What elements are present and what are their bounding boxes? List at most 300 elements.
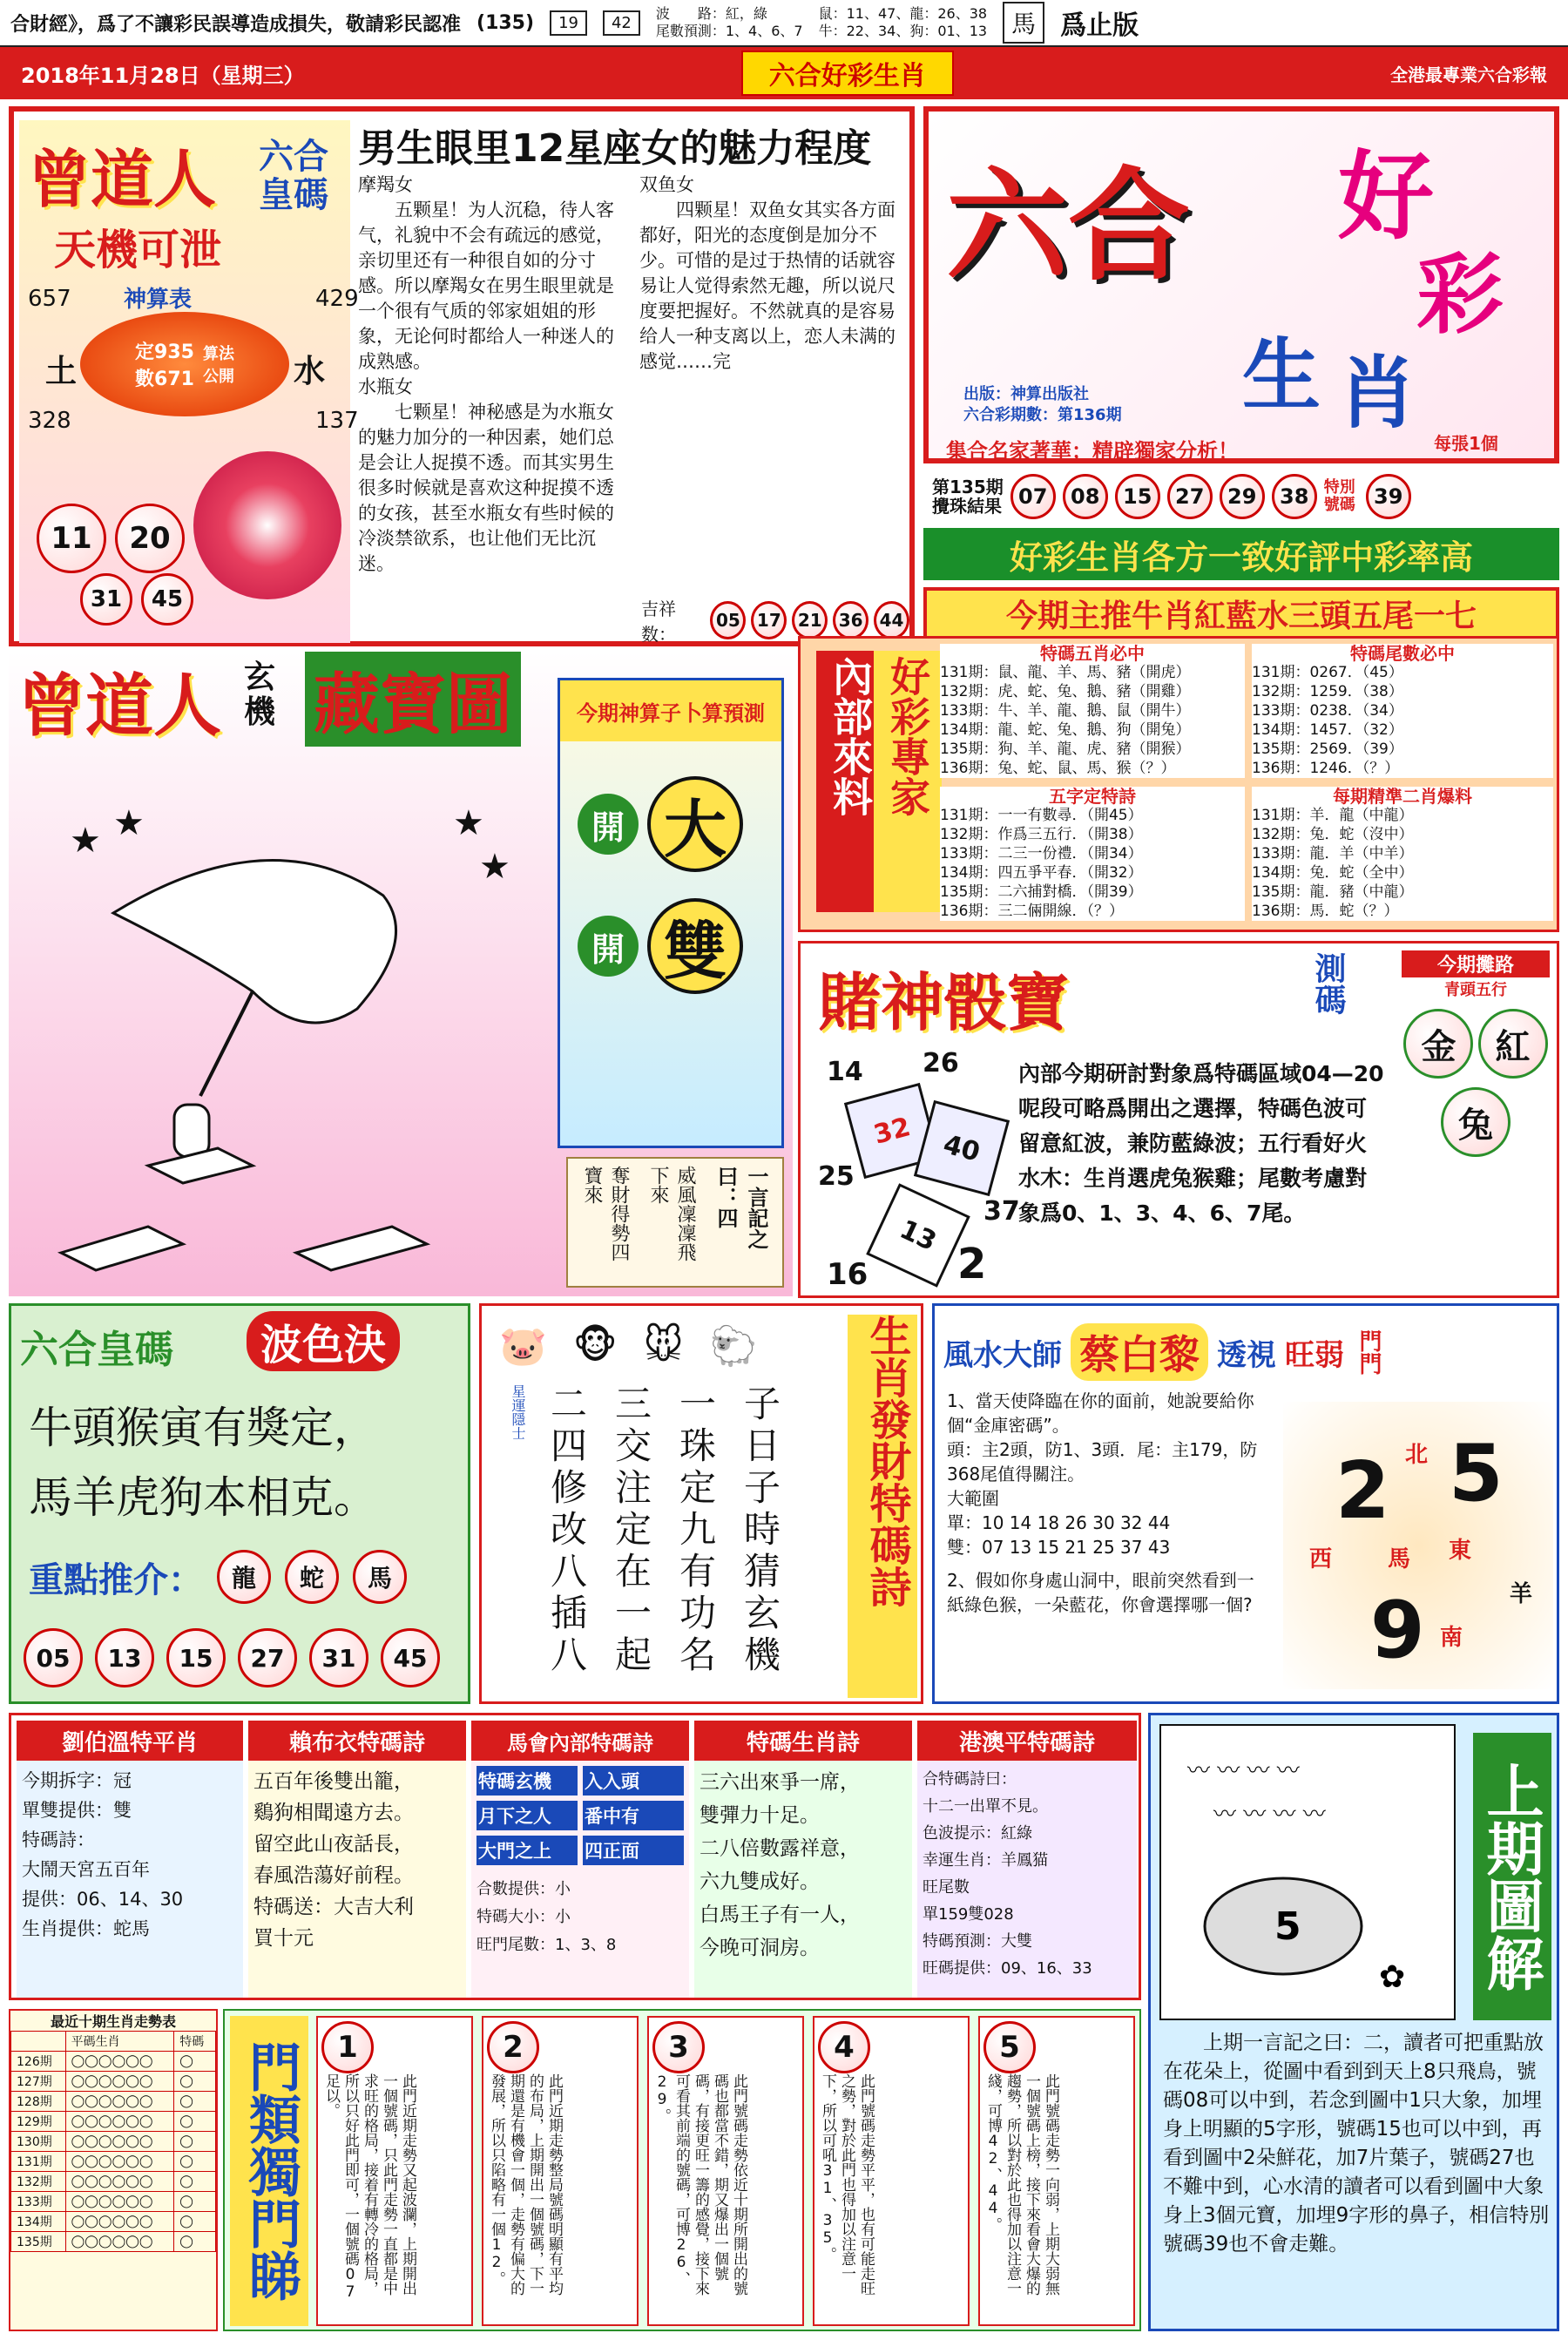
compass-num-5: 5 — [1449, 1428, 1504, 1519]
special-label: 特別號碼 — [1323, 478, 1355, 514]
mahui-body — [471, 1870, 689, 1965]
sheep-label: 羊 — [1510, 1581, 1533, 1607]
logo-hao: 好 — [1338, 141, 1434, 253]
lucky-ball: 44 — [874, 601, 909, 639]
wave-line-1: 牛頭猴寅有獎定， — [29, 1403, 377, 1453]
wave-tail-info — [656, 5, 803, 40]
element-rabbit: 兔 — [1441, 1087, 1511, 1157]
cell: 番中有 — [583, 1801, 684, 1830]
table-row — [11, 2152, 216, 2172]
cell-special: ◯ — [174, 2112, 216, 2132]
cell-special: ◯ — [174, 2192, 216, 2212]
east-label: 東 — [1449, 1538, 1472, 1564]
bird-icon: 〰 〰 〰 〰 — [1213, 1802, 1326, 1828]
cell-special: ◯ — [174, 2172, 216, 2192]
open-label: 開 — [578, 794, 639, 855]
issue-count: 六合彩期數：第136期 — [963, 406, 1122, 424]
draw-issue: 第135期 — [932, 477, 1004, 497]
calc-ding: 定935 — [135, 342, 194, 363]
mahui-head: 馬會內部特碼詩 — [471, 1721, 689, 1761]
elephant-illustration — [1161, 1726, 1457, 2022]
row: 單159雙028 — [923, 1905, 1014, 1924]
lai-panel — [248, 1721, 466, 1998]
cell-zodiacs: ◯◯◯◯◯◯ — [65, 2192, 174, 2212]
sheep-icon: 🐑 — [709, 1324, 758, 1369]
cell: 入入頭 — [583, 1766, 684, 1796]
cell: 134期 — [11, 2212, 66, 2232]
table-row — [11, 2212, 216, 2232]
compass-num-2: 2 — [1335, 1445, 1390, 1537]
gates-title: 門類獨門睇 — [230, 2016, 308, 2326]
cell-special: ◯ — [174, 2152, 216, 2172]
logo-liuhe: 六合 — [946, 156, 1191, 298]
fs-t2: 蔡白黎 — [1071, 1323, 1208, 1381]
gate-card — [647, 2016, 804, 2326]
fs-head: 頭：主2頭，防1、3頭．尾：主179，防368尾值得關注。 — [947, 1439, 1258, 1484]
god-row-2 — [578, 898, 781, 994]
tagline: 全港最專業六合彩報 — [1390, 64, 1547, 85]
gate-card — [813, 2016, 970, 2326]
lucky-ball: 36 — [833, 601, 868, 639]
scroll-poem-1: 威風凜凜飛下來 — [647, 1166, 696, 1261]
cell: 132期 — [11, 2172, 66, 2192]
top-bar — [0, 0, 1568, 47]
five-zodiac-head: 特碼五肖必中 — [1040, 643, 1145, 664]
date-text: 2018年11月28日（星期三） — [21, 63, 305, 88]
row: 135期：2569．（39） — [1252, 741, 1403, 758]
flower-icon: ✿ — [1379, 1959, 1406, 1995]
row: 單雙提供：雙 — [22, 1800, 132, 1821]
section-zeng-article — [9, 106, 915, 646]
rat-icon: 🐭 — [643, 1323, 684, 1368]
compass — [1283, 1402, 1553, 1689]
treasure-xuanji: 玄機 — [244, 659, 276, 730]
row: 136期：馬．蛇（？） — [1252, 903, 1399, 920]
masthead — [923, 106, 1559, 646]
crane-neck — [200, 991, 253, 1096]
zodiac-ball: 馬 — [353, 1550, 407, 1604]
calc-num-1: 657 — [28, 286, 71, 312]
row: 大鬧天宮五百年 — [22, 1859, 150, 1880]
row: 132期：作爲三五行．（開38） — [940, 826, 1143, 843]
brand-text: 爲止版 — [1060, 10, 1139, 41]
fengshui-title — [943, 1323, 1385, 1381]
cell: 四正面 — [583, 1836, 684, 1865]
poem-side-title: 生肖發財特碼詩 — [848, 1315, 917, 1698]
top-left-note: 合財經》，爲了不讓彩民誤導造成損失，敬請彩民認准 — [10, 13, 462, 36]
gate-number: 5 — [983, 2021, 1036, 2073]
row: 十二一出單不見。 — [923, 1797, 1048, 1816]
row: 留空此山夜話長， — [253, 1833, 414, 1856]
water-label: 水 — [294, 354, 326, 389]
dice-icon: 40 — [914, 1100, 1010, 1196]
zodiac-poem-panel — [694, 1721, 912, 1998]
table-row — [11, 2132, 216, 2152]
algo-label: 算法 — [202, 345, 234, 363]
gates-section — [223, 2009, 1141, 2331]
crane-icon — [113, 861, 396, 1024]
cell-zodiacs: ◯◯◯◯◯◯ — [65, 2152, 174, 2172]
focus-row — [29, 1550, 407, 1604]
row: 色波提示：紅綠 — [923, 1824, 1032, 1843]
row: 六九雙成好。 — [700, 1870, 820, 1893]
row: 132期：1259．（38） — [1252, 683, 1403, 700]
fs-dan: 單：10 14 18 26 30 32 44 — [947, 1512, 1171, 1533]
issue-number: (135) — [476, 11, 535, 34]
earth-label: 土 — [45, 354, 78, 389]
zodiac-ball: 龍 — [217, 1550, 271, 1604]
ball-45: 45 — [141, 573, 193, 626]
dice-ce: 測碼 — [1310, 952, 1346, 1015]
row: 131期：0267．（45） — [1252, 664, 1403, 681]
liu-head: 劉伯溫特平肖 — [17, 1721, 243, 1761]
top-number-2: 42 — [603, 10, 640, 36]
result-ball: 08 — [1063, 474, 1108, 519]
god-row-1 — [578, 776, 781, 872]
row: 132期：兔．蛇（沒中） — [1252, 826, 1414, 843]
scroll-panel — [566, 1157, 784, 1288]
logo-cai: 彩 — [1416, 244, 1504, 346]
fs-t1: 風水大師 — [943, 1337, 1062, 1373]
trend-h-blank — [11, 2032, 66, 2052]
wave-ball: 27 — [238, 1628, 297, 1687]
calc-ding-shu — [135, 337, 194, 391]
cell-special: ◯ — [174, 2052, 216, 2072]
row: 133期：牛、羊、龍、鵝、鼠（開牛） — [940, 702, 1191, 720]
slogan: 集合名家著華；精辟獨家分析！ — [946, 439, 1239, 463]
road-panel — [1402, 950, 1550, 1157]
row: 三六出來爭一席， — [700, 1771, 860, 1794]
row: 幸運生肖：羊鳳猫 — [923, 1851, 1048, 1870]
cell: 大門之上 — [476, 1836, 578, 1865]
row: 旺碼提供：09、16、33 — [923, 1959, 1092, 1978]
tail-text: 尾數預測：1、4、6、7 — [655, 23, 803, 39]
row: 134期：1457．（32） — [1252, 721, 1403, 739]
zodiac-poem-head: 特碼生肖詩 — [694, 1721, 912, 1761]
logo-sheng: 生 — [1242, 330, 1321, 422]
result-ball: 07 — [1010, 474, 1056, 519]
trend-section — [9, 2009, 218, 2331]
cell-special: ◯ — [174, 2212, 216, 2232]
wave-ball: 45 — [381, 1628, 440, 1687]
wave-balls — [24, 1628, 440, 1687]
gates-row — [316, 2016, 1135, 2326]
wave-ball: 13 — [95, 1628, 154, 1687]
publisher: 出版：神算出版社 — [963, 385, 1089, 403]
dice-num: 16 — [827, 1257, 868, 1292]
cell-special: ◯ — [174, 2072, 216, 2092]
cell: 135期 — [11, 2232, 66, 2252]
wave-title-a: 六合皇碼 — [20, 1328, 173, 1372]
row: 旺尾數 — [923, 1878, 970, 1897]
dice-graphic — [818, 1048, 1018, 1292]
wave-title-b: 波色決 — [247, 1311, 400, 1371]
open-double: 雙 — [647, 898, 743, 994]
cell: 127期 — [11, 2072, 66, 2092]
monkey-icon: 🐵 — [572, 1323, 618, 1368]
table-row — [11, 2092, 216, 2112]
public-label: 公開 — [202, 368, 234, 386]
calc-label: 神算表 — [124, 287, 193, 313]
row: 133期：龍．羊（中羊） — [1252, 845, 1414, 862]
wave-line-2: 馬羊虎狗本相克。 — [29, 1472, 377, 1523]
box-icon — [61, 1227, 183, 1270]
gate-text: 此門號碼走勢依近十期所開出的號碼也都當不錯，期又爆出一個號碼，有接更旺一籌的感覺，接下來可看其前端的號碼，可博26、29。 — [653, 2073, 747, 2296]
table-row — [11, 2172, 216, 2192]
mahui-panel — [471, 1721, 689, 1998]
row: 旺門尾數：1、3、8 — [476, 1936, 617, 1954]
ball-31: 31 — [80, 573, 132, 626]
zodiac-icons — [499, 1323, 830, 1376]
cell: 126期 — [11, 2052, 66, 2072]
tianji-kexie: 天機可泄 — [54, 226, 222, 274]
liuhe-huangma: 六合皇碼 — [259, 137, 328, 215]
poem-sign: 星運隱士 — [510, 1384, 526, 1440]
row: 132期：虎、蛇、兔、鵝、豬（開雞） — [940, 683, 1191, 700]
result-ball: 15 — [1115, 474, 1160, 519]
masthead-logo — [923, 106, 1559, 463]
article-col-1 — [358, 172, 628, 577]
trend-h-1: 平碼生肖 — [65, 2032, 174, 2052]
zodiac-ball: 蛇 — [285, 1550, 339, 1604]
flower-icon — [193, 451, 341, 599]
article-title: 男生眼里12星座女的魅力程度 — [358, 126, 872, 171]
gate-card — [482, 2016, 639, 2326]
calc-num-2: 429 — [315, 286, 359, 312]
banner-2: 今期主推牛肖紅藍水三頭五尾一七 — [923, 587, 1559, 639]
calc-algo — [203, 342, 234, 387]
ox-dog-nums: 牛：22、34、狗：01、13 — [818, 23, 988, 39]
inside-title: 內部來料 — [816, 651, 884, 912]
trend-header — [11, 2032, 216, 2052]
ball-11: 11 — [37, 504, 106, 573]
row: 鷄狗相聞遠方去。 — [253, 1802, 414, 1824]
draw-results — [923, 470, 1559, 523]
trend-h-2: 特碼 — [174, 2032, 216, 2052]
liu-body — [17, 1761, 243, 1949]
row: 提供：06、14、30 — [22, 1889, 184, 1910]
star-icon: ★ — [479, 847, 510, 887]
cell-special: ◯ — [174, 2132, 216, 2152]
table-row — [11, 2112, 216, 2132]
five-zodiac-table — [940, 644, 1245, 778]
fs-q1: 1、當天使降臨在你的面前，她說要給你個“金庫密碼”。 — [947, 1390, 1254, 1436]
liu-panel — [17, 1721, 243, 1998]
gate-card — [316, 2016, 473, 2326]
row: 134期：四五爭平春．（開32） — [940, 864, 1143, 882]
rat-dragon-nums: 鼠：11、47、龍：26、38 — [818, 5, 988, 22]
tail-head: 特碼尾數必中 — [1350, 643, 1455, 664]
row: 135期：龍．豬（中龍） — [1252, 883, 1414, 901]
trend-table — [10, 2031, 216, 2252]
box-icon — [296, 1227, 427, 1270]
row: 合數提供：小 — [476, 1880, 571, 1898]
wave-ball: 31 — [309, 1628, 368, 1687]
row: 特碼送：大吉大利 — [253, 1896, 414, 1918]
ball-20: 20 — [115, 504, 185, 573]
treasure-title: 藏寶圖 — [305, 652, 521, 747]
result-ball: 27 — [1167, 474, 1213, 519]
star-icon: ★ — [70, 821, 101, 861]
two-zodiac-head: 每期精準二肖爆料 — [1333, 786, 1472, 807]
god-title: 今期神算子卜算預測 — [560, 680, 781, 741]
dice-text: 內部今期研討對象爲特碼區域04—20呢段可略爲開出之選擇，特碼色波可留意紅波，兼防藍綠波；五行看好火水木：生肖選虎兔猴雞；尾數考慮對象爲0、1、3、4、6、7尾。 — [1018, 1061, 1384, 1226]
last-issue-text: 上期一言記之曰：二，讀者可把重點放在花朵上，從圖中看到到天上8只飛鳥，號碼08可以中到，若念到圖中1只大象，加埋身上明顯的5字形，號碼15也可以中到，再看到圖中2朵鮮花，加7片葉子，號碼27也不難中到，心水清的讀者可以看到圖中大象身上3個元寶，加埋9字形的鼻子，相信特別號碼39也不會走難。 — [1163, 2032, 1550, 2255]
crane-illustration — [44, 782, 531, 1288]
fs-shuang: 雙：07 13 15 21 25 37 43 — [947, 1537, 1171, 1558]
row: 特碼大小：小 — [476, 1908, 571, 1926]
poem-section — [479, 1303, 923, 1704]
row: 133期：二三一份禮．（開34） — [940, 845, 1143, 862]
gate-number: 2 — [487, 2021, 539, 2073]
draw-label — [932, 477, 1004, 516]
last-issue-title: 上期圖解 — [1473, 1733, 1551, 2020]
poem-col: 子日子時猜玄機 — [739, 1384, 781, 1677]
cell: 131期 — [11, 2152, 66, 2172]
cell: 129期 — [11, 2112, 66, 2132]
cell-zodiacs: ◯◯◯◯◯◯ — [65, 2212, 174, 2232]
wave-section — [9, 1303, 470, 1704]
top-number: 19 — [550, 10, 587, 36]
zodiac-poem-body — [694, 1761, 912, 1970]
row: 二八倍數露祥意， — [700, 1837, 860, 1860]
west-label: 西 — [1309, 1546, 1333, 1572]
gate-text: 此門近期走勢又起波瀾，上期開出一個號碼，只此門走勢一直都是中求旺的格局，接着有轉冷的格局，所以只好此門即可，一個號碼07足以。 — [322, 2073, 416, 2301]
gangao-body — [917, 1761, 1137, 1987]
gangao-panel — [917, 1721, 1137, 1998]
fs-text — [947, 1389, 1269, 1617]
lai-head: 賴布衣特碼詩 — [248, 1721, 466, 1761]
row: 135期：狗、羊、龍、虎、豬（開猴） — [940, 741, 1191, 758]
gate-card — [978, 2016, 1135, 2326]
row: 雙彈力十足。 — [700, 1804, 820, 1827]
row: 特碼預測：大雙 — [923, 1932, 1032, 1951]
bird-icon: 〰 〰 〰 〰 — [1187, 1758, 1300, 1784]
south-label: 南 — [1440, 1625, 1463, 1651]
fs-q2: 2、假如你身處山洞中，眼前突然看到一紙綠色猴，一朵藍花，你會選擇哪一個? — [947, 1570, 1254, 1615]
dice-section — [798, 941, 1559, 1298]
special-ball: 39 — [1366, 474, 1411, 519]
mahui-grid — [471, 1761, 689, 1870]
lucky-ball: 21 — [792, 601, 828, 639]
article-h-pisces: 双鱼女 — [639, 174, 694, 195]
row: 136期：1246．（？） — [1252, 760, 1400, 777]
cell-zodiacs: ◯◯◯◯◯◯ — [65, 2092, 174, 2112]
open-big: 大 — [647, 776, 743, 872]
five-char-table — [940, 787, 1245, 921]
row: 今期拆字：冠 — [22, 1770, 132, 1791]
fs-range: 大範圍 — [947, 1488, 999, 1509]
row: 買十元 — [253, 1927, 314, 1950]
cell-zodiacs: ◯◯◯◯◯◯ — [65, 2052, 174, 2072]
fengshui-section — [932, 1303, 1559, 1704]
table-row — [11, 2072, 216, 2092]
article-pisces: 四颗星！双鱼女其实各方面都好，阳光的态度倒是加分不少。可惜的是过于热情的话就容易让人觉得索然无趣，所以说尺度要把握好。不然就真的是容易给人一种支离以上，恋人未满的感觉……完 — [639, 200, 896, 372]
treasure-zeng: 曾道人 — [17, 667, 222, 746]
elephant-five: 5 — [1274, 1904, 1301, 1949]
last-issue-illustration — [1159, 1724, 1456, 2020]
element-red: 紅 — [1478, 1009, 1548, 1079]
dice-icon: 13 — [866, 1183, 970, 1288]
god-panel — [558, 678, 784, 1148]
cell: 130期 — [11, 2132, 66, 2152]
row: 131期：羊．龍（中龍） — [1252, 807, 1414, 824]
cell: 128期 — [11, 2092, 66, 2112]
article-h-capricorn: 摩羯女 — [358, 174, 413, 195]
wave-ball: 15 — [166, 1628, 226, 1687]
cell-zodiacs: ◯◯◯◯◯◯ — [65, 2172, 174, 2192]
horse-label: 馬 — [1388, 1546, 1411, 1572]
table-row — [11, 2192, 216, 2212]
poem-col: 三交注定在一起 — [610, 1384, 652, 1677]
banner-1: 好彩生肖各方一致好評中彩率高 — [923, 528, 1559, 580]
wave-ball: 05 — [24, 1628, 83, 1687]
cell-zodiacs: ◯◯◯◯◯◯ — [65, 2112, 174, 2132]
last-issue-section — [1148, 1713, 1559, 2331]
wave-text: 波 路：紅，綠 — [655, 5, 767, 22]
poem-col: 二四修改八插八 — [545, 1384, 588, 1677]
tail-table — [1252, 644, 1553, 778]
inside-section — [798, 636, 1559, 932]
dice-num: 26 — [923, 1048, 959, 1079]
row: 136期：兔、蛇、鼠、馬、猴（？） — [940, 760, 1176, 777]
calc-num-3: 328 — [28, 408, 71, 434]
row: 135期：二六捕對橋．（開39） — [940, 883, 1143, 901]
fs-t4: 旺弱 — [1285, 1337, 1344, 1373]
row: 生肖提供：蛇馬 — [22, 1918, 150, 1939]
row: 今晚可洞房。 — [700, 1937, 820, 1959]
element-gold: 金 — [1403, 1009, 1473, 1079]
logo-xiao: 肖 — [1338, 348, 1416, 439]
gate-number: 3 — [652, 2021, 705, 2073]
gate-text: 此門近期走勢整局號碼明顯有平均的布局，上期開出一個號碼，下一期還是有機會一個，走勢有偏大的發展，所以只陷略有一個12。 — [488, 2073, 563, 2296]
date-bar — [0, 47, 1568, 99]
cell: 月下之人 — [476, 1801, 578, 1830]
scroll-poem-2: 奪財得勢四寶來 — [581, 1166, 630, 1261]
trend-title: 最近十期生肖走勢表 — [50, 2013, 176, 2030]
gate-text: 此門號碼走勢平平，也有可能走旺之勢，對於此門也得加以注意一下，所以可吼31、35。 — [819, 2073, 875, 2296]
row: 136期：三二倆開線．（？） — [940, 903, 1124, 920]
two-zodiac-table — [1252, 787, 1553, 921]
cell-special: ◯ — [174, 2092, 216, 2112]
lucky-label: 吉祥数： — [641, 599, 676, 645]
result-ball: 29 — [1220, 474, 1265, 519]
row: 五百年後雙出籠， — [253, 1770, 414, 1793]
article-col-2 — [639, 172, 909, 375]
dice-title: 賭神骰寶 — [818, 966, 1070, 1039]
fs-t3: 透視 — [1217, 1337, 1276, 1373]
treasure-section — [9, 652, 793, 1296]
zeng-panel — [19, 120, 359, 643]
horse-tag: 馬 — [1003, 2, 1044, 44]
compass-num-9: 9 — [1370, 1585, 1425, 1676]
table-row — [11, 2232, 216, 2252]
dice-icon: 32 — [844, 1083, 940, 1179]
paper-title: 六合好彩生肖 — [741, 51, 954, 96]
poem-col: 一珠定九有功名 — [674, 1384, 717, 1677]
row: 134期：龍、蛇、兔、鵝、狗（開兔） — [940, 721, 1191, 739]
mid-poems — [9, 1713, 1141, 2000]
poem-body — [508, 1384, 786, 1681]
cell: 特碼玄機 — [476, 1766, 578, 1796]
zodiac-nums — [819, 5, 987, 40]
box-icon — [148, 1148, 253, 1183]
calc-shu: 數671 — [135, 369, 194, 390]
gate-number: 1 — [321, 2021, 374, 2073]
focus-label: 重點推介： — [29, 1559, 203, 1600]
road-label: 今期攤路 — [1402, 950, 1550, 977]
article-h-aquarius: 水瓶女 — [358, 376, 413, 397]
